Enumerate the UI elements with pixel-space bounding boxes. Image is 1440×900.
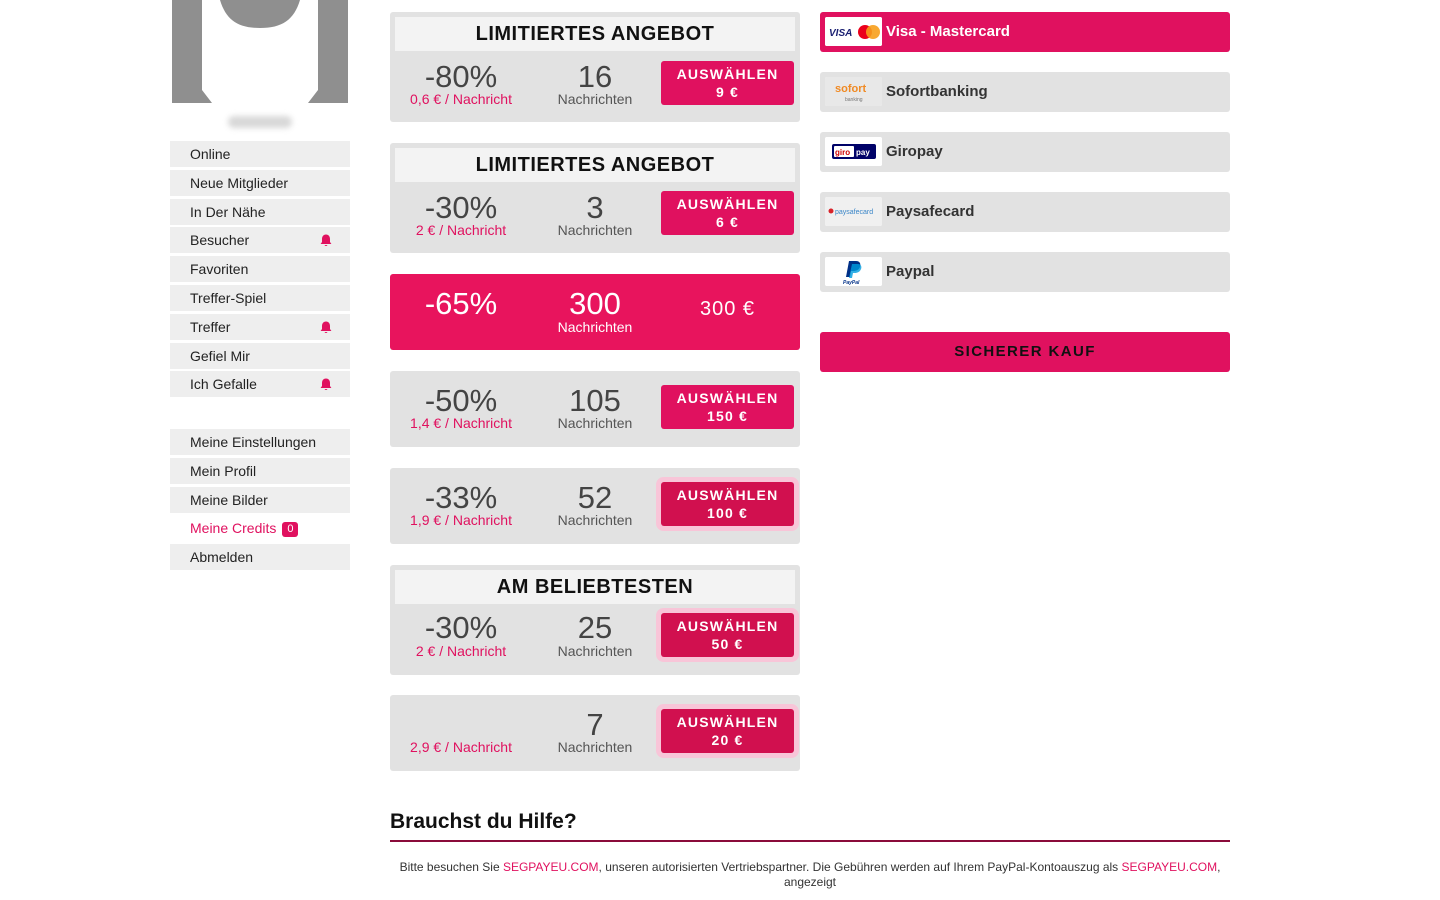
offer-message-count: 25: [577, 610, 613, 645]
button-label: AUSWÄHLEN: [676, 66, 779, 82]
offer-card: [390, 695, 800, 771]
menu-item-abmelden[interactable]: [170, 544, 350, 570]
offer-price-per-message: 2 € / Nachricht: [415, 643, 507, 659]
offer-message-count: 105: [569, 383, 621, 418]
paysafecard-wordmark: paysafecard: [835, 209, 874, 216]
offer-price-per-message: 1,9 € / Nachricht: [410, 512, 512, 528]
help-title: Brauchst du Hilfe?: [390, 810, 577, 833]
offer-discount: -80%: [424, 59, 498, 94]
menu-item-label: Neue Mitglieder: [190, 174, 289, 191]
offer-count-label: Nachrichten: [557, 415, 633, 431]
button-label: AUSWÄHLEN: [676, 487, 779, 503]
offer-count-label: Nachrichten: [557, 643, 633, 659]
payment-option-label: Sofortbanking: [886, 83, 988, 100]
button-price: 150 €: [706, 408, 749, 424]
menu-item-label: Gefiel Mir: [190, 347, 250, 364]
button-price: 20 €: [711, 732, 744, 748]
menu-item-meine-einstellungen[interactable]: [170, 429, 350, 455]
offer-message-count: 16: [577, 59, 613, 94]
offer-card-selected[interactable]: [390, 274, 800, 350]
payment-option-sofortbanking[interactable]: [820, 72, 1230, 112]
menu-item-meine-credits[interactable]: [170, 515, 350, 541]
button-price: 9 €: [715, 84, 740, 100]
payment-option-label: Paysafecard: [886, 203, 975, 220]
silhouette-icon: [172, 0, 348, 103]
offer-message-count: 300: [569, 286, 621, 321]
offer-count-label: Nachrichten: [557, 512, 633, 528]
button-label: AUSWÄHLEN: [676, 390, 779, 406]
menu-item-label: Meine Bilder: [190, 491, 268, 508]
avatar[interactable]: [172, 0, 348, 103]
menu-item-gefiel-mir[interactable]: [170, 343, 350, 369]
menu-item-label: Ich Gefalle: [190, 376, 257, 393]
select-offer-button[interactable]: [661, 709, 794, 753]
secure-purchase-button[interactable]: SICHERER KAUF: [820, 332, 1230, 372]
menu-item-favoriten[interactable]: [170, 256, 350, 282]
button-label: AUSWÄHLEN: [676, 714, 779, 730]
offer-card: [390, 143, 800, 253]
select-offer-button[interactable]: [661, 613, 794, 657]
giropay-icon: [825, 137, 882, 166]
menu-item-besucher[interactable]: [170, 227, 350, 253]
offer-price-per-message: 1,4 € / Nachricht: [410, 415, 512, 431]
offer-header: LIMITIERTES ANGEBOT: [395, 17, 795, 51]
offer-count-label: Nachrichten: [557, 739, 633, 755]
visa-wordmark: VISA: [829, 28, 853, 39]
visa-mastercard-icon: [825, 17, 882, 46]
menu-item-meine-bilder[interactable]: [170, 487, 350, 513]
offer-message-count: 3: [586, 190, 604, 225]
menu-item-label: Besucher: [190, 232, 250, 249]
offer-discount: -30%: [424, 190, 498, 225]
giro-wordmark: giro: [835, 148, 851, 157]
payment-option-paysafecard[interactable]: [820, 192, 1230, 232]
help-text-part: , unseren autorisierten Vertriebspartner. Die Gebühren werden auf Ihrem PayPal-Kontoauszug als: [598, 860, 1122, 874]
payment-option-label: Visa - Mastercard: [886, 23, 1010, 40]
segpay-link[interactable]: SEGPAYEU.COM: [502, 860, 599, 874]
offer-discount: -50%: [424, 383, 498, 418]
bell-icon: [320, 234, 332, 247]
paypal-wordmark: PayPal: [843, 280, 860, 286]
select-offer-button[interactable]: [661, 385, 794, 429]
help-text-part: Bitte besuchen Sie: [399, 860, 503, 874]
menu-item-treffer-spiel[interactable]: [170, 285, 350, 311]
offer-card: [390, 468, 800, 544]
offer-discount: -30%: [424, 610, 498, 645]
bell-icon: [320, 378, 332, 391]
payment-option-paypal[interactable]: [820, 252, 1230, 292]
help-text-part: , angezeigt: [783, 860, 1221, 889]
offer-price-per-message: 0,6 € / Nachricht: [410, 91, 512, 107]
menu-item-label: Abmelden: [190, 549, 254, 566]
account-menu: [170, 429, 350, 573]
paysafecard-icon: [825, 197, 882, 226]
segpay-link[interactable]: SEGPAYEU.COM: [1121, 860, 1218, 874]
offer-price-per-message: 2 € / Nachricht: [415, 222, 507, 238]
offer-header: AM BELIEBTESTEN: [395, 570, 795, 604]
menu-item-label: Treffer: [190, 318, 231, 335]
menu-item-ich-gefalle[interactable]: [170, 371, 350, 397]
main-menu: [170, 141, 350, 400]
offer-message-count: 52: [577, 480, 613, 515]
select-offer-button[interactable]: [661, 191, 794, 235]
menu-item-in-der-naehe[interactable]: [170, 199, 350, 225]
payment-option-label: Giropay: [886, 143, 943, 160]
offer-price-per-message: 2,9 € / Nachricht: [410, 739, 512, 755]
help-divider: [390, 840, 1230, 842]
bell-icon: [320, 321, 332, 334]
button-label: AUSWÄHLEN: [676, 196, 779, 212]
offer-discount: -65%: [424, 286, 498, 321]
credits-badge: 0: [282, 522, 298, 537]
pay-wordmark: pay: [856, 148, 870, 157]
offer-card: [390, 12, 800, 122]
menu-item-label: Treffer-Spiel: [190, 289, 267, 306]
offer-count-label: Nachrichten: [557, 91, 633, 107]
offer-header: LIMITIERTES ANGEBOT: [395, 148, 795, 182]
button-price: 100 €: [706, 505, 749, 521]
button-label: AUSWÄHLEN: [676, 618, 779, 634]
payment-option-label: Paypal: [886, 263, 935, 280]
payment-option-visa-mastercard[interactable]: [820, 12, 1230, 52]
offer-card: [390, 371, 800, 447]
username-blurred: [228, 116, 292, 128]
menu-item-label: Meine Credits: [190, 520, 277, 537]
menu-item-label: In Der Nähe: [190, 203, 266, 220]
help-text: [390, 860, 1230, 890]
menu-item-label: Favoriten: [190, 261, 249, 278]
select-offer-button[interactable]: [661, 61, 794, 105]
menu-item-neue-mitglieder[interactable]: [170, 170, 350, 196]
paypal-icon: [825, 257, 882, 286]
select-offer-button[interactable]: [661, 482, 794, 526]
offer-total-price: 300 €: [699, 298, 756, 320]
offer-count-label: Nachrichten: [557, 222, 633, 238]
sofort-wordmark: sofort: [835, 83, 867, 95]
menu-item-treffer[interactable]: [170, 314, 350, 340]
menu-item-mein-profil[interactable]: [170, 458, 350, 484]
sofort-sub-wordmark: banking: [845, 97, 863, 103]
sofort-icon: [825, 77, 882, 106]
menu-item-label: Online: [190, 146, 231, 162]
menu-item-label: Meine Einstellungen: [190, 434, 317, 450]
button-price: 6 €: [715, 214, 740, 230]
menu-item-label: Mein Profil: [190, 462, 257, 479]
payment-option-giropay[interactable]: [820, 132, 1230, 172]
menu-item-online[interactable]: [170, 141, 350, 167]
offer-count-label: Nachrichten: [557, 319, 633, 335]
button-price: 50 €: [711, 636, 744, 652]
offer-card: [390, 565, 800, 675]
offer-message-count: 7: [586, 707, 604, 742]
offer-discount: -33%: [424, 480, 498, 515]
